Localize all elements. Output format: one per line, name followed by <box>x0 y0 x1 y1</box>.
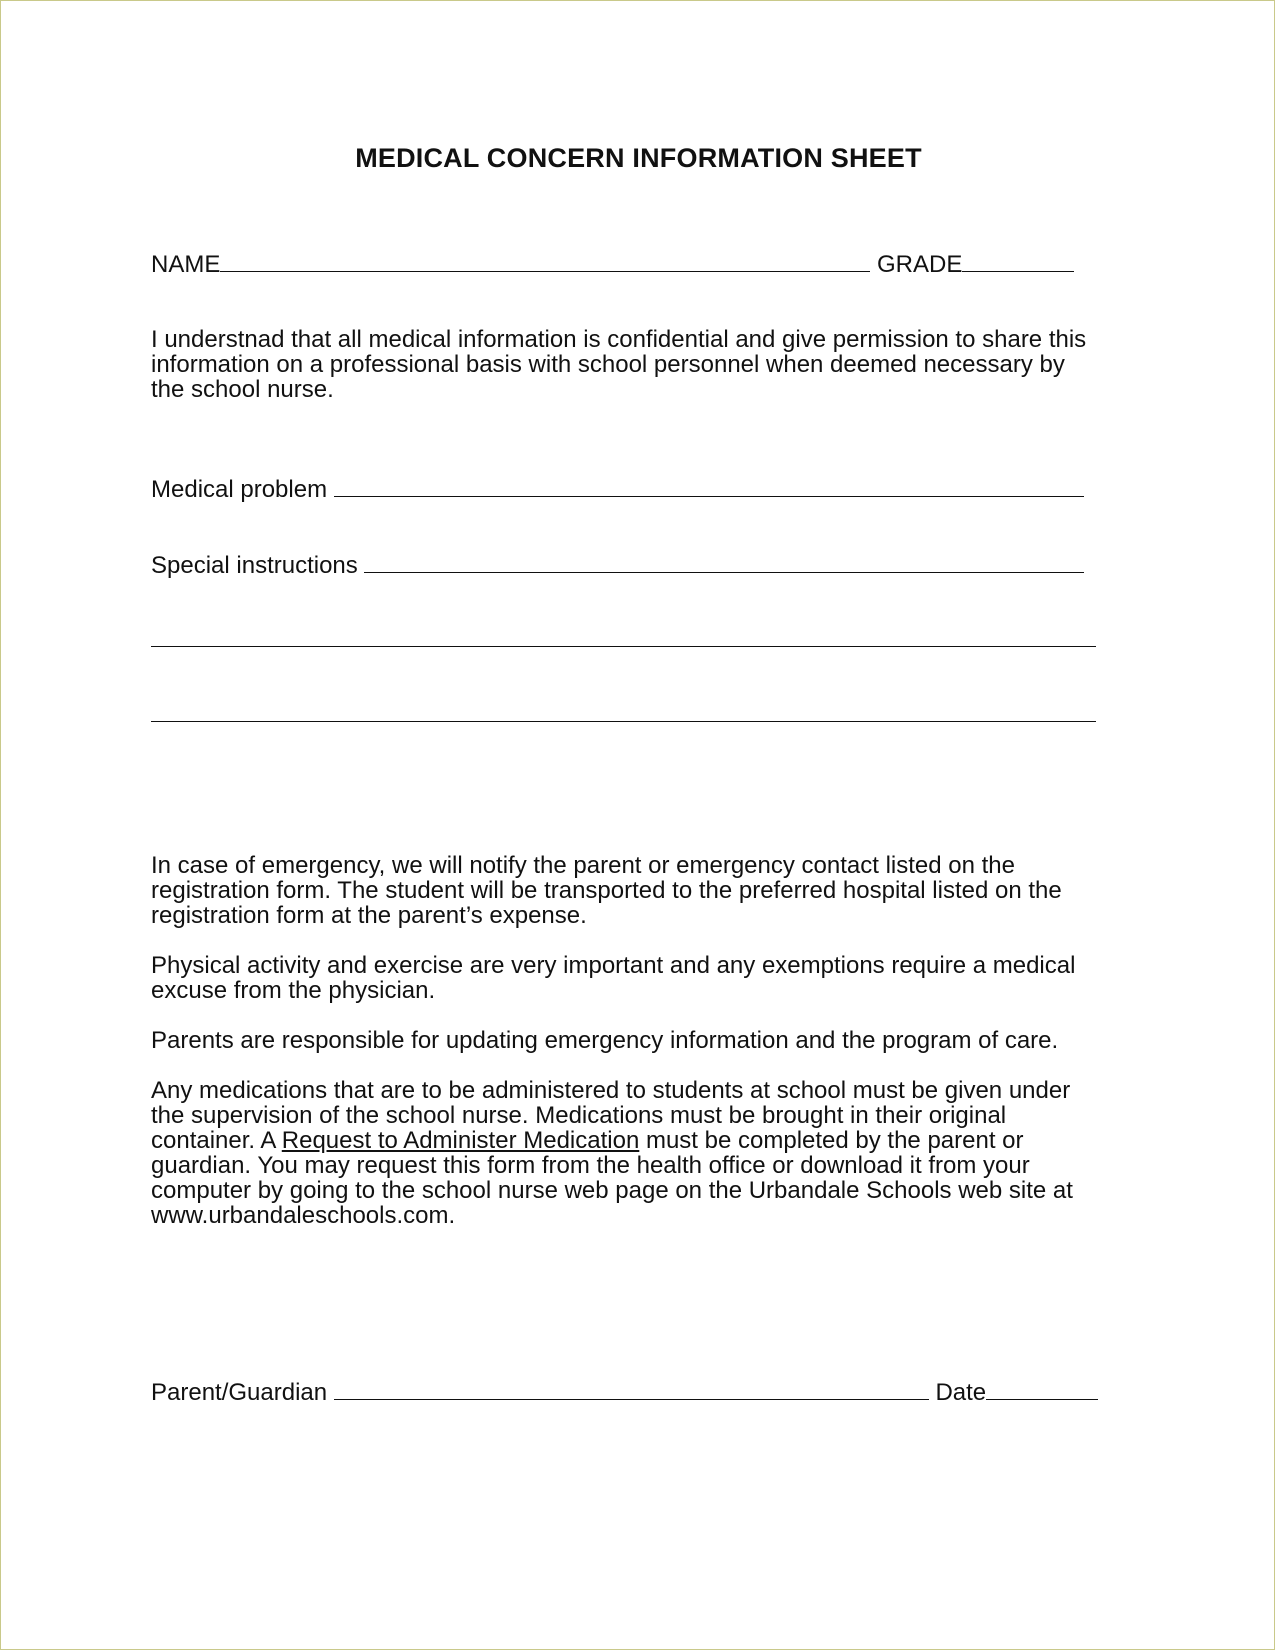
emergency-line: In case of emergency, we will notify the parent or emergency contact listed on the <box>151 852 1015 879</box>
grade-label: GRADE <box>877 251 963 278</box>
emergency-paragraph <box>151 853 1062 928</box>
request-to-administer-medication-title: Request to Administer Medication <box>281 1127 640 1154</box>
signature-row <box>151 1379 1098 1405</box>
medical-problem-label: Medical problem <box>151 476 328 503</box>
medical-problem-row <box>151 476 1084 502</box>
medications-paragraph <box>151 1078 1073 1228</box>
medications-line: computer by going to the school nurse web page on the Urbandale Schools web site at <box>151 1177 1073 1204</box>
special-instructions-row <box>151 552 1084 578</box>
special-instructions-field[interactable] <box>364 552 1084 573</box>
name-label: NAME <box>151 251 221 278</box>
page-title: MEDICAL CONCERN INFORMATION SHEET <box>355 143 922 173</box>
activity-line: excuse from the physician. <box>151 977 436 1004</box>
medications-line: www.urbandaleschools.com. <box>151 1202 456 1229</box>
date-label: Date <box>935 1379 987 1406</box>
date-field[interactable] <box>986 1379 1098 1400</box>
consent-line: I understnad that all medical information is confidential and give permission to share this <box>151 326 1087 353</box>
parents-line: Parents are responsible for updating emergency information and the program of care. <box>151 1027 1059 1054</box>
special-instructions-line-2[interactable] <box>151 626 1096 652</box>
medications-line <box>151 1128 1073 1153</box>
emergency-line: registration form at the parent’s expense. <box>151 902 587 929</box>
medications-line: Any medications that are to be administered to students at school must be given under <box>151 1077 1071 1104</box>
consent-line: the school nurse. <box>151 376 334 403</box>
name-field[interactable] <box>220 251 870 272</box>
medications-line: the supervision of the school nurse. Medications must be brought in their original <box>151 1102 1007 1129</box>
medications-text: must be completed by the parent or <box>639 1127 1024 1154</box>
emergency-line: registration form. The student will be transported to the preferred hospital listed on the <box>151 877 1062 904</box>
medications-text: container. A <box>151 1127 282 1154</box>
activity-paragraph <box>151 953 1075 1003</box>
special-instructions-line-3[interactable] <box>151 701 1096 727</box>
name-grade-row <box>151 251 1074 277</box>
consent-line: information on a professional basis with school personnel when deemed necessary by <box>151 351 1065 378</box>
medications-line: guardian. You may request this form from the health office or download it from your <box>151 1152 1030 1179</box>
parent-guardian-signature-field[interactable] <box>334 1379 929 1400</box>
medical-problem-field[interactable] <box>334 476 1084 497</box>
parent-guardian-label: Parent/Guardian <box>151 1379 328 1406</box>
special-instructions-label: Special instructions <box>151 552 358 579</box>
grade-field[interactable] <box>962 251 1074 272</box>
consent-paragraph <box>151 327 1086 402</box>
parents-paragraph <box>151 1028 1058 1053</box>
activity-line: Physical activity and exercise are very important and any exemptions require a medical <box>151 952 1076 979</box>
